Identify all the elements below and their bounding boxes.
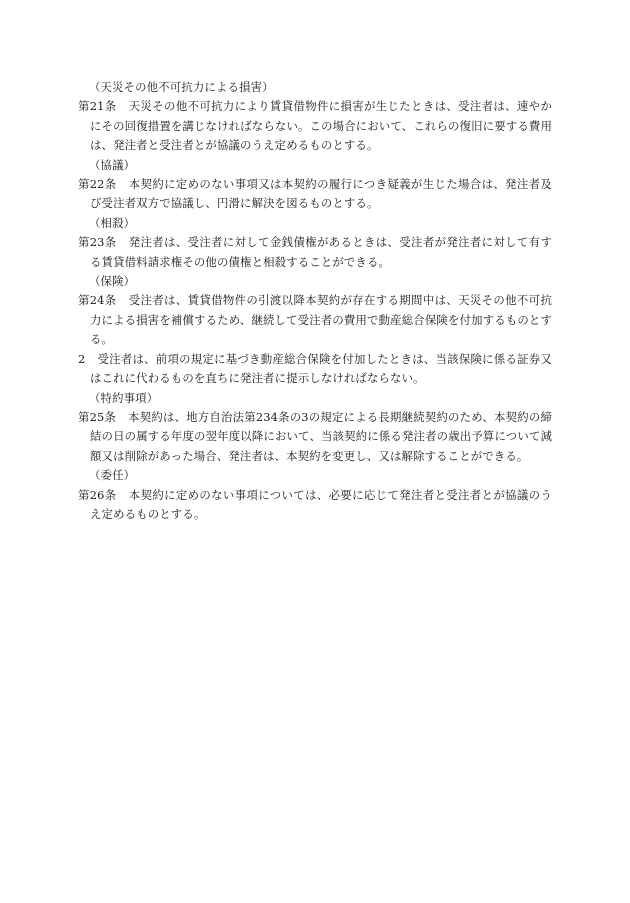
article-22-heading: （協議）: [89, 157, 136, 172]
article-25-heading: （特約事項）: [89, 390, 159, 405]
article-25: [78, 408, 552, 466]
article-21: [78, 97, 552, 155]
article-24-paragraph-2: [78, 350, 552, 389]
article-23: [78, 233, 552, 272]
article-25-number: 第25条: [78, 409, 117, 424]
document-body: [78, 78, 552, 524]
article-22: [78, 175, 552, 214]
article-24-text: 受注者は、賃貸借物件の引渡以降本契約が存在する期間中は、天災その他不可抗力による損害を補償するため、継続して受注者の費用で動産総合保険を付加するものとする。: [90, 293, 552, 347]
article-26-heading: （委任）: [89, 468, 136, 483]
article-24: [78, 291, 552, 349]
article-24-heading: （保険）: [89, 274, 136, 289]
article-23-heading: （相殺）: [89, 215, 136, 230]
article-26: [78, 486, 552, 525]
article-24-paragraph-2-text: 受注者は、前項の規定に基づき動産総合保険を付加したときは、当該保険に係る証券又はこれに代わるものを直ちに発注者に提示しなければならない。: [90, 351, 552, 386]
article-22-number: 第22条: [78, 177, 117, 192]
article-25-text: 本契約は、地方自治法第234条の3の規定による長期継続契約のため、本契約の締結の日の属する年度の翌年度以降において、当該契約に係る発注者の歳出予算について減額又は削除があった場合、発注者は、本契約を変更し、又は解除することができる。: [90, 409, 552, 463]
article-21-heading: （天災その他不可抗力による損害）: [89, 80, 274, 94]
article-22-text: 本契約に定めのない事項又は本契約の履行につき疑義が生じた場合は、発注者及び受注者双方で協議し、円滑に解決を図るものとする。: [90, 177, 552, 211]
article-23-text: 発注者は、受注者に対して金銭債権があるときは、受注者が発注者に対して有する賃貸借料請求権その他の債権と相殺することができる。: [90, 235, 552, 269]
article-24-paragraph-2-number: 2: [78, 351, 86, 366]
article-23-number: 第23条: [78, 235, 117, 250]
article-21-text: 天災その他不可抗力により賃貸借物件に損害が生じたときは、受注者は、速やかにその回復措置を講じなければならない。この場合において、これらの復旧に要する費用は、発注者と受注者とが協議のうえ定めるものとする。: [90, 99, 552, 153]
article-26-text: 本契約に定めのない事項については、必要に応じて発注者と受注者とが協議のうえ定めるものとする。: [90, 487, 552, 521]
article-21-number: 第21条: [78, 99, 117, 114]
article-24-number: 第24条: [78, 293, 117, 308]
article-26-number: 第26条: [78, 487, 117, 502]
